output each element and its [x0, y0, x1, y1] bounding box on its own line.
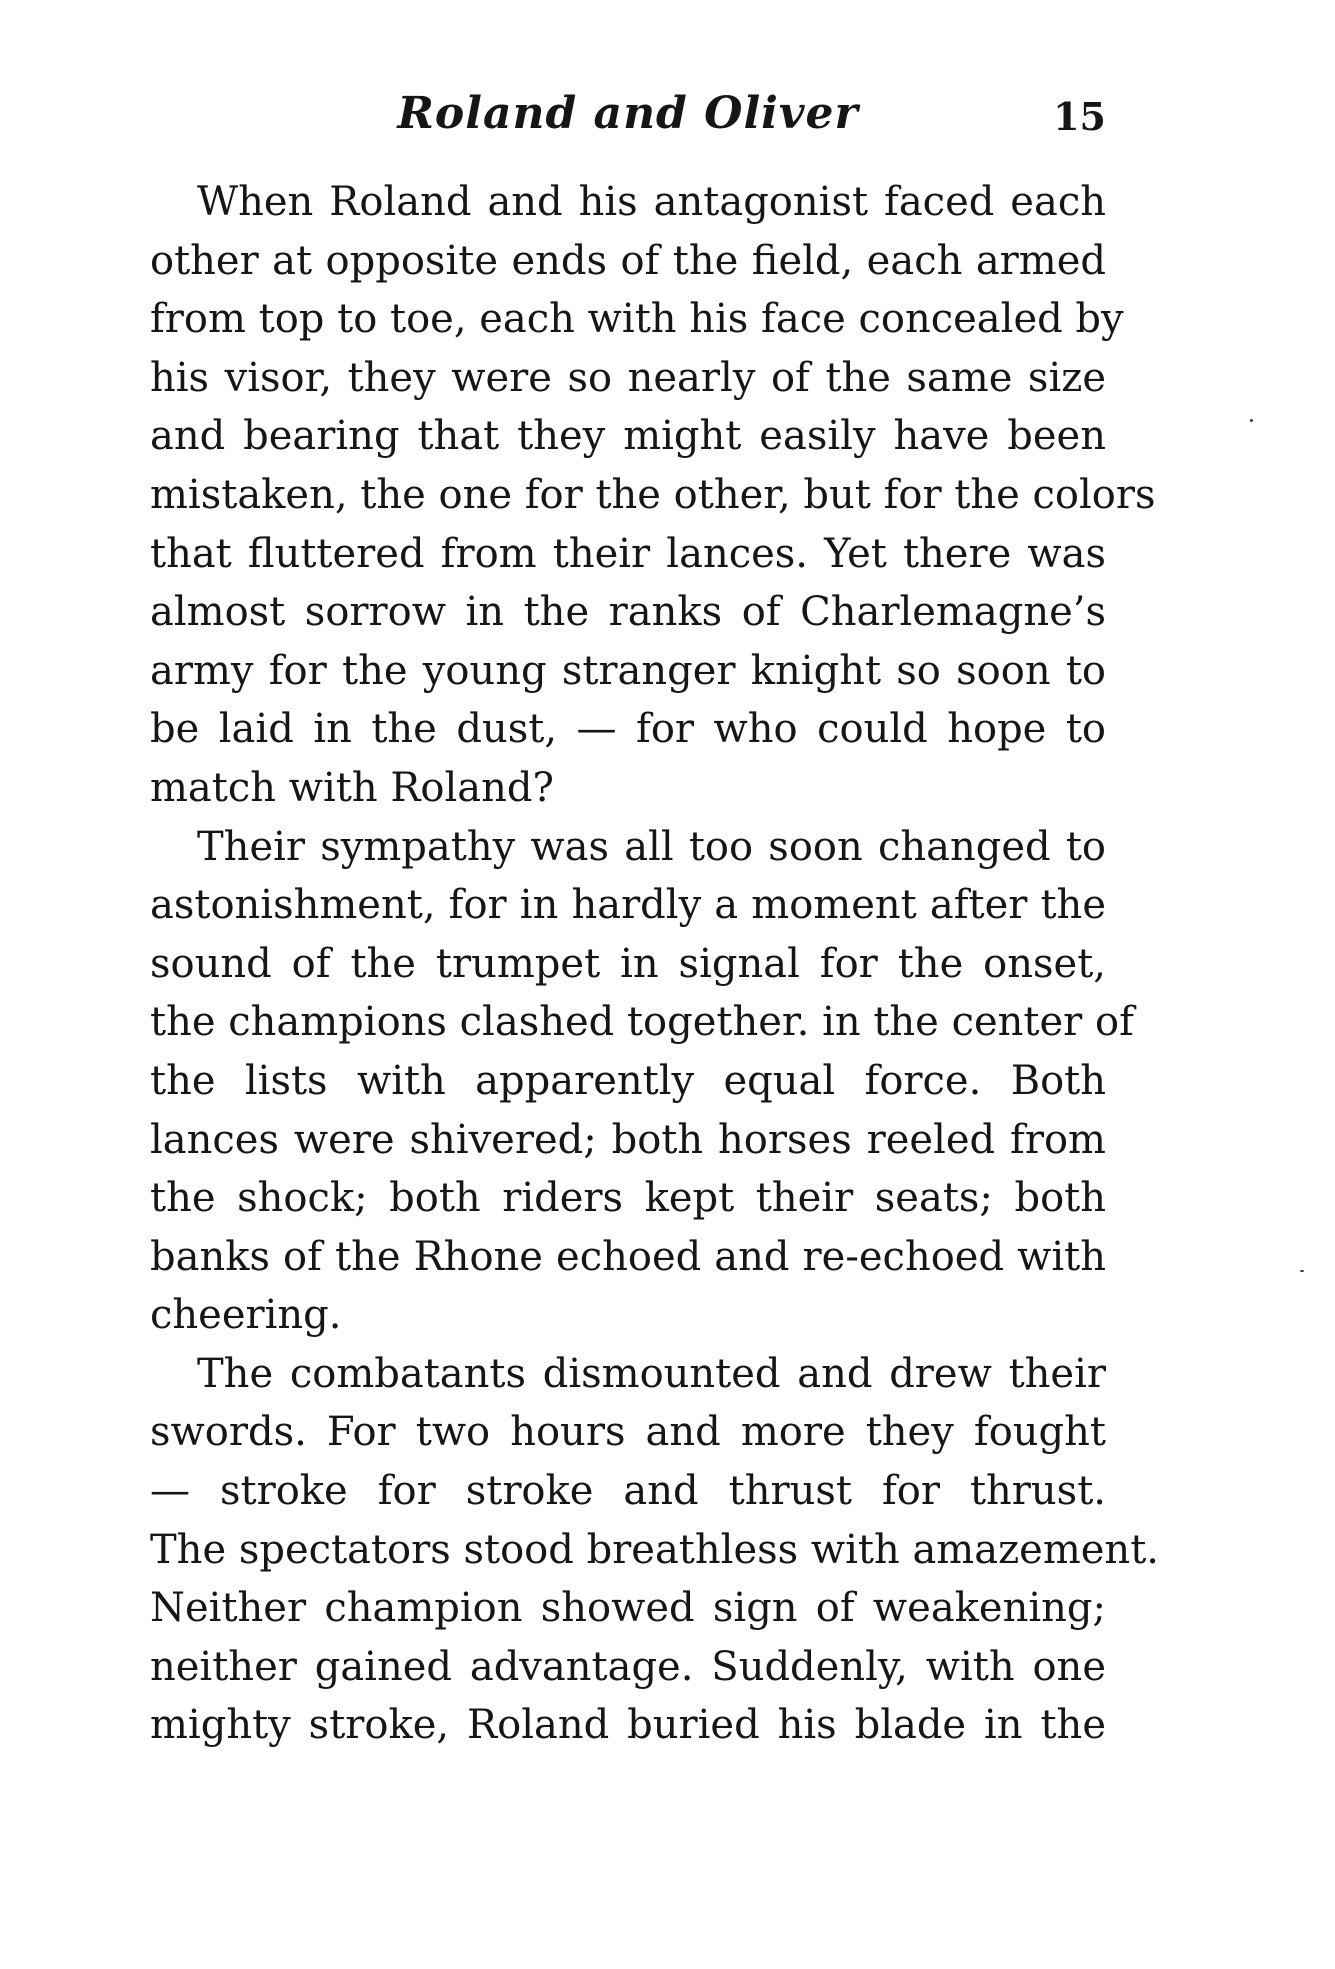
paragraph-3 — [150, 1345, 1159, 1755]
text-line: from top to toe, each with his face concealed by — [150, 296, 1124, 343]
text-line: his visor, they were so nearly of the same size — [150, 354, 1106, 401]
text-line: The combatants dismounted and drew their — [197, 1350, 1106, 1397]
print-speck — [1300, 1270, 1304, 1272]
text-line: the champions clashed together. in the center of — [150, 999, 1134, 1046]
text-line: the lists with apparently equal force. Both — [150, 1057, 1106, 1104]
text-line: be laid in the dust, — for who could hope to — [150, 706, 1106, 753]
text-line: swords. For two hours and more they fought — [150, 1409, 1106, 1456]
paragraph-2 — [150, 818, 1134, 1345]
text-line: and bearing that they might easily have been — [150, 413, 1106, 460]
print-speck — [1250, 419, 1253, 422]
text-line: mighty stroke, Roland buried his blade in the — [150, 1702, 1106, 1749]
text-line: mistaken, the one for the other, but for the colors — [150, 471, 1156, 518]
text-line: When Roland and his antagonist faced each — [197, 179, 1106, 225]
page-number: 15 — [1053, 94, 1106, 139]
text-line: almost sorrow in the ranks of Charlemagne’s — [150, 589, 1106, 636]
text-line: lances were shivered; both horses reeled from — [150, 1116, 1106, 1163]
text-line: Neither champion showed sign of weakening; — [150, 1585, 1106, 1632]
text-line: that fluttered from their lances. Yet there was — [150, 530, 1106, 577]
running-head — [150, 88, 1106, 146]
chapter-title: Roland and Oliver — [397, 88, 859, 139]
text-line: Their sympathy was all too soon changed to — [197, 823, 1106, 870]
paragraph-1 — [150, 173, 1156, 818]
text-line: match with Roland? — [150, 764, 554, 811]
body-text — [150, 173, 1159, 1755]
text-line: astonishment, for in hardly a moment after the — [150, 882, 1106, 929]
text-line: The spectators stood breathless with amazement. — [150, 1526, 1159, 1573]
text-line: other at opposite ends of the field, each armed — [150, 237, 1106, 284]
text-line: cheering. — [150, 1292, 342, 1339]
text-line: neither gained advantage. Suddenly, with one — [150, 1643, 1106, 1690]
text-line: the shock; both riders kept their seats; both — [150, 1175, 1106, 1222]
text-line: — stroke for stroke and thrust for thrust. — [150, 1468, 1106, 1515]
text-line: sound of the trumpet in signal for the onset, — [150, 940, 1106, 987]
text-line: banks of the Rhone echoed and re-echoed with — [150, 1233, 1106, 1280]
text-line: army for the young stranger knight so soon to — [150, 647, 1106, 694]
